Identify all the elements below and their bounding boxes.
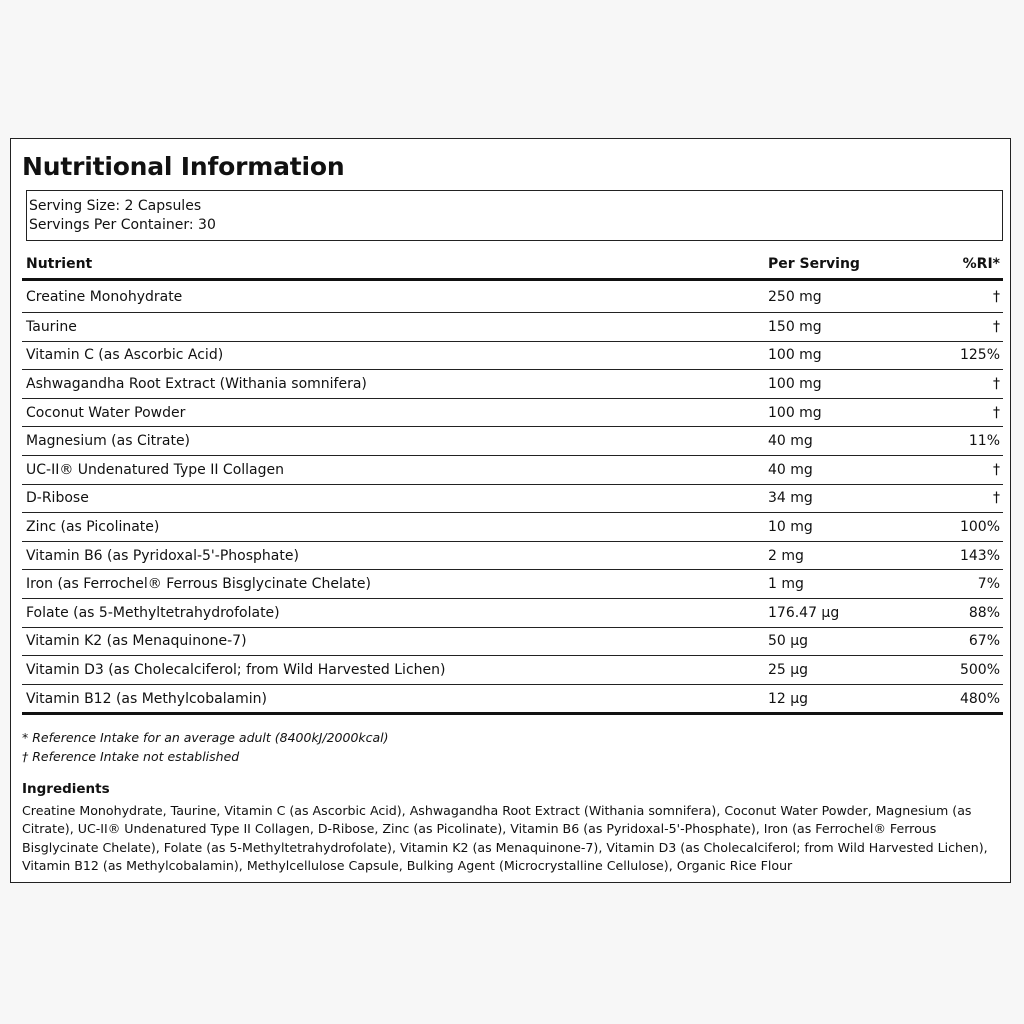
ri-cell: † [918,455,1003,484]
table-row [22,398,1003,427]
nutrition-panel [10,138,1011,883]
per-serving-cell: 12 µg [764,684,918,714]
per-serving-cell: 2 mg [764,541,918,570]
ri-cell: † [918,370,1003,399]
serving-info-box [26,190,1003,241]
nutrient-cell: Vitamin K2 (as Menaquinone-7) [22,627,764,656]
ri-cell: † [918,280,1003,313]
table-body [22,280,1003,714]
ri-cell: 7% [918,570,1003,599]
table-row [22,684,1003,714]
per-serving-cell: 100 mg [764,370,918,399]
nutrient-cell: Vitamin B12 (as Methylcobalamin) [22,684,764,714]
header-ri: %RI* [918,249,1003,280]
nutrient-cell: D-Ribose [22,484,764,513]
per-serving-cell: 100 mg [764,341,918,370]
per-serving-cell: 250 mg [764,280,918,313]
nutrient-cell: Ashwagandha Root Extract (Withania somnifera) [22,370,764,399]
ri-cell: 500% [918,656,1003,685]
ri-cell: 88% [918,598,1003,627]
footnotes [22,729,389,766]
nutrient-cell: Zinc (as Picolinate) [22,513,764,542]
nutrient-cell: Vitamin D3 (as Cholecalciferol; from Wild Harvested Lichen) [22,656,764,685]
ingredients-title: Ingredients [22,781,110,797]
nutrient-cell: Folate (as 5-Methyltetrahydrofolate) [22,598,764,627]
nutrient-cell: Coconut Water Powder [22,398,764,427]
servings-per-container: Servings Per Container: 30 [29,217,216,233]
ri-cell: 67% [918,627,1003,656]
ri-cell: † [918,484,1003,513]
ri-cell: 11% [918,427,1003,456]
footnote-ri: * Reference Intake for an average adult (8400kJ/2000kcal) [22,730,389,745]
table-row [22,656,1003,685]
table-row [22,370,1003,399]
ri-cell: 100% [918,513,1003,542]
ri-cell: 125% [918,341,1003,370]
nutrient-cell: UC-II® Undenatured Type II Collagen [22,455,764,484]
per-serving-cell: 25 µg [764,656,918,685]
nutrition-table [22,249,1003,715]
ri-cell: 143% [918,541,1003,570]
table-header-row [22,249,1003,280]
nutrient-cell: Vitamin C (as Ascorbic Acid) [22,341,764,370]
table-row [22,455,1003,484]
nutrient-cell: Taurine [22,313,764,342]
table-row [22,427,1003,456]
per-serving-cell: 1 mg [764,570,918,599]
per-serving-cell: 176.47 µg [764,598,918,627]
footnote-dagger: † Reference Intake not established [22,748,240,764]
header-nutrient: Nutrient [22,249,764,280]
table-row [22,570,1003,599]
header-per-serving: Per Serving [764,249,918,280]
per-serving-cell: 150 mg [764,313,918,342]
per-serving-cell: 10 mg [764,513,918,542]
nutrient-cell: Vitamin B6 (as Pyridoxal-5'-Phosphate) [22,541,764,570]
per-serving-cell: 50 µg [764,627,918,656]
per-serving-cell: 34 mg [764,484,918,513]
per-serving-cell: 40 mg [764,427,918,456]
per-serving-cell: 40 mg [764,455,918,484]
table-row [22,313,1003,342]
ri-cell: † [918,313,1003,342]
table-row [22,541,1003,570]
per-serving-cell: 100 mg [764,398,918,427]
table-row [22,513,1003,542]
table-row [22,280,1003,313]
nutrient-cell: Magnesium (as Citrate) [22,427,764,456]
nutrient-cell: Creatine Monohydrate [22,280,764,313]
ri-cell: 480% [918,684,1003,714]
table-row [22,341,1003,370]
ingredients-text: Creatine Monohydrate, Taurine, Vitamin C (as Ascorbic Acid), Ashwagandha Root Extract (Withania somnifera), Coconut Water Powder, Magnesium (as Citrate), UC-II® Undenatured Type II Collagen, D-Ribose, Zinc (as Picolinate), Vitamin B6 (as Pyridoxal-5'-Phosphate), Iron (as Ferrochel® Ferrous Bisglycinate Chelate), Folate (as 5-Methyltetrahydrofolate), Vitamin K2 (as Menaquinone-7), Vitamin D3 (as Cholecalciferol; from Wild Harvested Lichen), Vitamin B12 (as Methylcobalamin), Methylcellulose Capsule, Bulking Agent (Microcrystalline Cellulose), Organic Rice Flour [22,803,988,874]
nutrient-cell: Iron (as Ferrochel® Ferrous Bisglycinate Chelate) [22,570,764,599]
table-row [22,484,1003,513]
table-row [22,598,1003,627]
table-row [22,627,1003,656]
serving-size: Serving Size: 2 Capsules [29,198,202,214]
page-title: Nutritional Information [22,152,345,181]
ri-cell: † [918,398,1003,427]
